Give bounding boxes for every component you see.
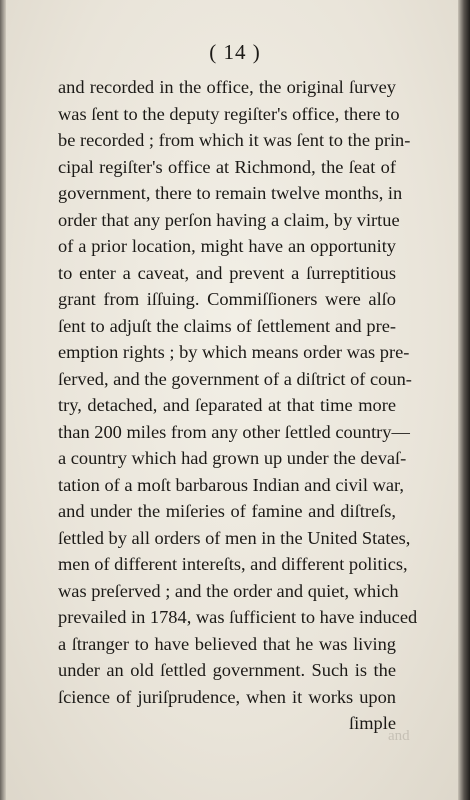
page-number: ( 14 ) (209, 40, 261, 64)
show-through-text: and (388, 728, 410, 744)
text-line: ſcience of juriſprudence, when it works upon (58, 686, 396, 707)
page-right-edge (458, 0, 470, 800)
catchword: ſimple (349, 713, 396, 733)
text-line: be recorded ; from which it was ſent to the prin- (58, 130, 411, 150)
text-line: order that any perſon having a claim, by virtue (58, 209, 400, 230)
text-line: of a prior location, might have an opportunity (58, 236, 396, 256)
text-line: men of different intereſts, and different politics, (58, 554, 408, 574)
text-line: was preſerved ; and the order and quiet, which (58, 580, 399, 601)
text-line: ſent to adjuſt the claims of ſettlement and pre- (58, 315, 396, 336)
body-text (58, 74, 418, 737)
text-line: than 200 miles from any other ſettled country— (58, 421, 410, 442)
text-line: a country which had grown up under the devaſ- (58, 448, 407, 468)
text-line: tation of a moſt barbarous Indian and civil war, (58, 474, 405, 495)
text-line: ſettled by all orders of men in the United States, (58, 527, 411, 548)
text-line: emption rights ; by which means order was pre- (58, 342, 410, 362)
text-line: cipal regiſter's office at Richmond, the ſeat of (58, 156, 396, 177)
text-line: to enter a caveat, and prevent a ſurreptitious (58, 262, 396, 283)
text-line: a ſtranger to have believed that he was living (58, 633, 396, 654)
text-line: ſerved, and the government of a diſtrict of coun- (58, 368, 412, 389)
text-line: and recorded in the office, the original ſurvey (58, 77, 396, 97)
page-left-edge (0, 0, 6, 800)
text-line: try, detached, and ſeparated at that time more (58, 395, 396, 415)
text-line: prevailed in 1784, was ſufficient to have induced (58, 607, 418, 627)
text-line: under an old ſettled government. Such is the (58, 660, 396, 680)
text-line: and under the miſeries of famine and diſtreſs, (58, 501, 396, 521)
text-line: grant from iſſuing. Commiſſioners were alſo (58, 289, 396, 309)
text-line: government, there to remain twelve months, in (58, 183, 403, 203)
text-line: was ſent to the deputy regiſter's office, there to (58, 103, 400, 124)
